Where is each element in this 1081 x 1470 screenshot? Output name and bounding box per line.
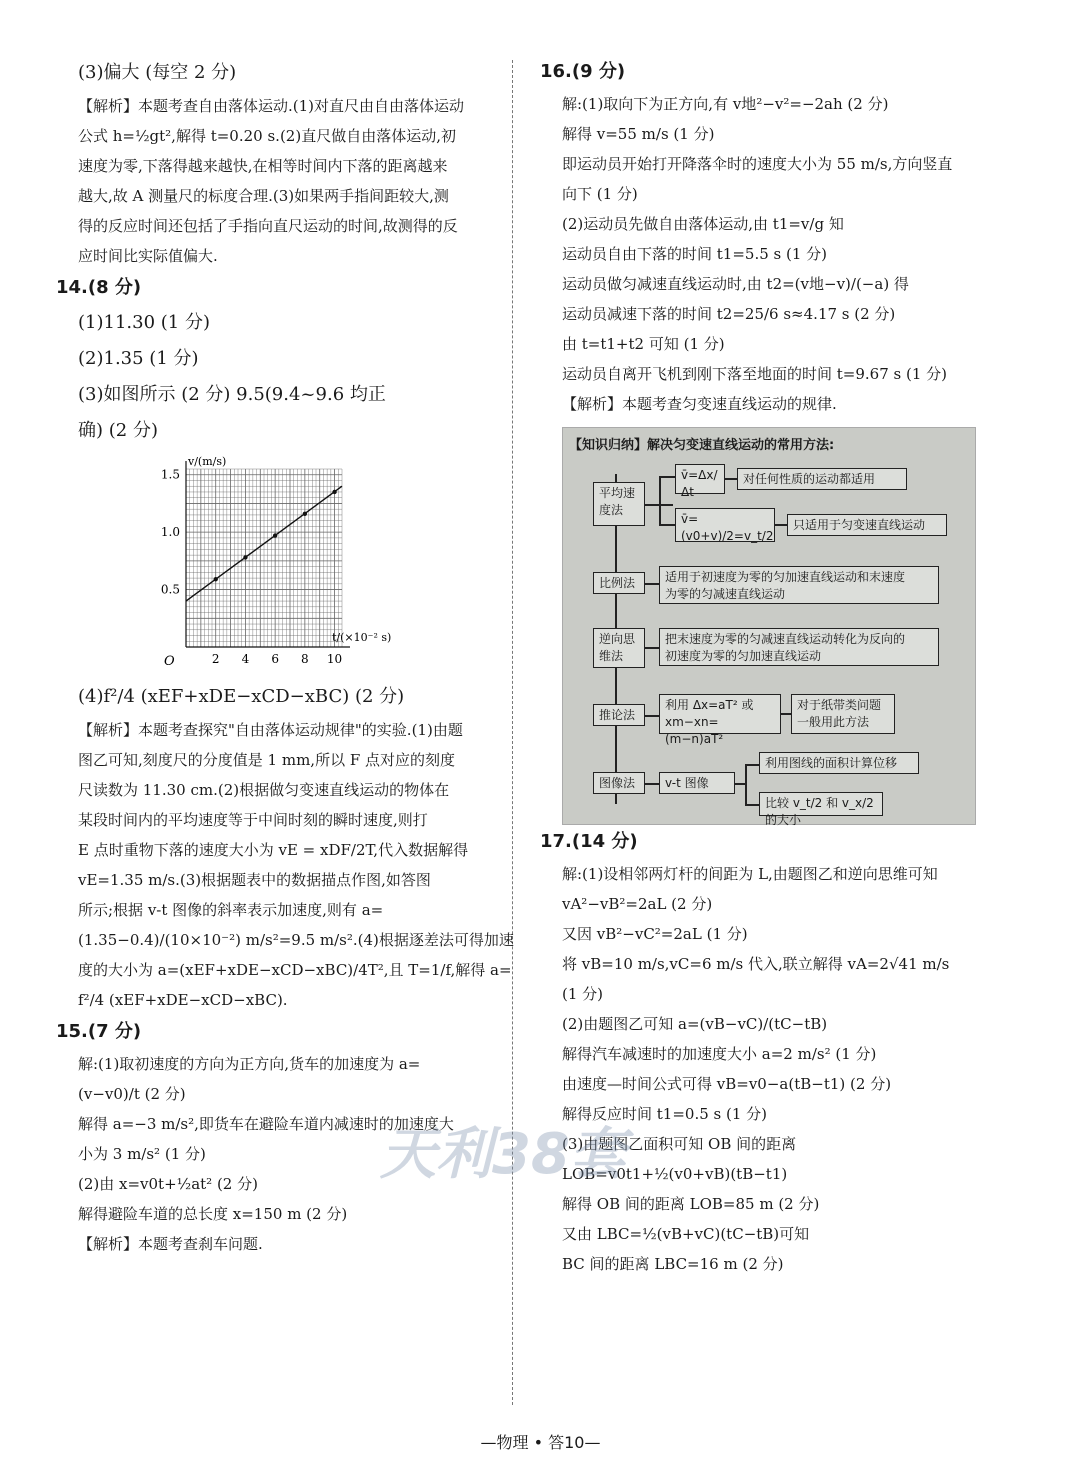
inference-desc-line: 对于纸带类问题 (797, 698, 882, 712)
x-tick-label: 10 (326, 652, 343, 666)
reverse-thinking-desc (659, 628, 939, 666)
q13-analysis-line: 公式 h=½gt²,解得 t=0.20 s.(2)直尺做自由落体运动,初 (78, 127, 456, 145)
y-axis-label: v/(m/s) (188, 455, 227, 468)
formula-avg-velocity-1: v̄=Δx/Δt (675, 464, 725, 494)
connector-line (775, 524, 787, 526)
chart-marks (161, 461, 350, 666)
x-tick-label: 4 (241, 652, 250, 666)
avg-velocity-1-desc: 对任何性质的运动都适用 (737, 468, 907, 490)
q14-answer-3-cont: 确) (2 分) (78, 420, 158, 441)
knowledge-summary-box (562, 427, 976, 825)
q17-line: BC 间的距离 LBC=16 m (2 分) (562, 1255, 784, 1273)
column-divider (512, 60, 513, 1405)
x-axis-label: t/(×10⁻² s) (332, 631, 392, 644)
q17-line: 解得 OB 间的距离 LOB=85 m (2 分) (562, 1195, 820, 1213)
q13-analysis-line: 越大,故 A 测量尺的标度合理.(3)如果两手指间距较大,测 (78, 187, 449, 205)
inference-desc (791, 694, 895, 734)
method-graph: 图像法 (593, 772, 645, 794)
q16-line: (2)运动员先做自由落体运动,由 t1=v/g 知 (562, 215, 844, 233)
q17-line: (3)由题图乙面积可知 OB 间的距离 (562, 1135, 797, 1153)
inference-desc-line: 一般用此方法 (797, 715, 870, 729)
connector-line (745, 804, 759, 806)
right-column (540, 55, 982, 1279)
data-point (243, 555, 247, 559)
q14-analysis-line: 尺读数为 11.30 cm.(2)根据做匀变速直线运动的物体在 (78, 781, 450, 799)
q16-line: 由 t=t1+t2 可知 (1 分) (562, 335, 725, 353)
q17-line: 解:(1)设相邻两灯杆的间距为 L,由题图乙和逆向思维可知 (562, 865, 938, 883)
method-reverse-thinking: 逆向思维法 (593, 628, 645, 668)
connector-line (645, 647, 659, 649)
q16-line: 向下 (1 分) (562, 185, 638, 203)
graph-desc-area: 利用图线的面积计算位移 (759, 752, 919, 774)
y-tick-label: 1.0 (160, 525, 180, 540)
q14-analysis-line: 某段时间内的平均速度等于中间时刻的瞬时速度,则打 (78, 811, 428, 829)
q13-analysis-line: 得的反应时间还包括了手指向直尺运动的时间,故测得的反 (78, 217, 458, 235)
q15-line: 小为 3 m/s² (1 分) (78, 1145, 206, 1163)
left-column (56, 55, 514, 1259)
connector-line (659, 524, 675, 526)
q14-analysis-line: E 点时重物下落的速度大小为 vE = xDF/2T,代入数据解得 (78, 841, 469, 859)
q16-line: 解:(1)取向下为正方向,有 v地²−v²=−2ah (2 分) (562, 95, 889, 113)
q14-analysis-line: 【解析】本题考查探究"自由落体运动规律"的实验.(1)由题 (78, 721, 463, 739)
q14-analysis-line: vE=1.35 m/s.(3)根据题表中的数据描点作图,如答图 (78, 871, 431, 889)
connector-line (725, 478, 737, 480)
q17-line: 又因 vB²−vC²=2aL (1 分) (562, 925, 748, 943)
q16-line: 运动员做匀减速直线运动时,由 t2=(v地−v)/(−a) 得 (562, 275, 909, 293)
watermark-logo: 天利38套 (380, 1122, 626, 1187)
connector-line (645, 715, 659, 717)
q16-line: 运动员自离开飞机到刚下落至地面的时间 t=9.67 s (1 分) (562, 365, 948, 383)
reverse-desc-line: 初速度为零的匀加速直线运动 (665, 649, 822, 663)
data-point (332, 490, 336, 494)
method-ratio: 比例法 (593, 572, 645, 594)
q17-line: 又由 LBC=½(vB+vC)(tC−tB)可知 (562, 1225, 810, 1243)
q15-line: (2)由 x=v0t+½at² (2 分) (78, 1175, 258, 1193)
q13-answer-3: (3)偏大 (每空 2 分) (78, 62, 237, 83)
formula-avg-velocity-2: v̄=(v0+v)/2=v_t/2 (675, 508, 775, 542)
q14-analysis-line: (1.35−0.4)/(10×10⁻²) m/s²=9.5 m/s².(4)根据逐差法可得加速 (78, 931, 514, 949)
q16-line: 【解析】本题考查匀变速直线运动的规律. (562, 395, 837, 413)
avg-velocity-2-desc: 只适用于匀变速直线运动 (787, 514, 947, 536)
y-tick-label: 0.5 (160, 582, 180, 597)
inference-formula (659, 694, 781, 746)
ratio-desc (659, 566, 939, 604)
q16-heading: 16.(9 分) (540, 61, 626, 82)
vt-graph-box: v-t 图像 (659, 772, 735, 794)
q16-line: 解得 v=55 m/s (1 分) (562, 125, 715, 143)
q14-answer-2: (2)1.35 (1 分) (78, 348, 199, 369)
q17-line: 解得反应时间 t1=0.5 s (1 分) (562, 1105, 768, 1123)
connector-line (745, 764, 747, 806)
data-point (273, 533, 277, 537)
y-tick-label: 1.5 (160, 467, 180, 482)
q15-heading: 15.(7 分) (56, 1021, 142, 1042)
inference-formula-line: xm−xn=(m−n)aT² (665, 715, 724, 746)
q14-analysis-line: f²/4 (xEF+xDE−xCD−xBC). (78, 991, 288, 1009)
q15-line: 【解析】本题考查刹车问题. (78, 1235, 263, 1253)
graph-desc-compare: 比较 v_t/2 和 v_x/2 的大小 (759, 792, 883, 816)
data-point (214, 577, 218, 581)
q15-line: 解得 a=−3 m/s²,即货车在避险车道内减速时的加速度大 (78, 1115, 454, 1133)
x-tick-label: 2 (211, 652, 220, 666)
connector-line (659, 476, 661, 524)
vt-chart (138, 453, 438, 673)
q17-line: LOB=v0t1+½(v0+vB)(tB−t1) (562, 1165, 788, 1183)
origin-label: O (164, 654, 175, 669)
x-tick-label: 8 (301, 652, 309, 666)
q14-heading: 14.(8 分) (56, 277, 142, 298)
connector-line (781, 713, 791, 715)
method-average-velocity: 平均速度法 (593, 482, 645, 526)
x-tick-label: 6 (271, 652, 279, 666)
connector-line (645, 583, 659, 585)
page-footer: —物理 • 答10— (480, 1433, 601, 1452)
q14-answer-4: (4)f²/4 (xEF+xDE−xCD−xBC) (2 分) (78, 686, 405, 707)
q17-line: 由速度—时间公式可得 vB=v0−a(tB−t1) (2 分) (562, 1075, 892, 1093)
q13-analysis-line: 应时间比实际值偏大. (78, 247, 218, 265)
q14-analysis-line: 图乙可知,刻度尺的分度值是 1 mm,所以 F 点对应的刻度 (78, 751, 456, 769)
connector-line (735, 783, 745, 785)
connector-line (659, 476, 675, 478)
q17-line: (2)由题图乙可知 a=(vB−vC)/(tC−tB) (562, 1015, 828, 1033)
q13-analysis-line: 速度为零,下落得越来越快,在相等时间内下落的距离越来 (78, 157, 448, 175)
q16-line: 即运动员开始打开降落伞时的速度大小为 55 m/s,方向竖直 (562, 155, 953, 173)
q17-line: 将 vB=10 m/s,vC=6 m/s 代入,联立解得 vA=2√41 m/s (562, 955, 950, 973)
q14-answer-3: (3)如图所示 (2 分) 9.5(9.4~9.6 均正 (78, 384, 386, 405)
q13-analysis-line: 【解析】本题考查自由落体运动.(1)对直尺由自由落体运动 (78, 97, 465, 115)
q15-line: 解得避险车道的总长度 x=150 m (2 分) (78, 1205, 348, 1223)
q17-heading: 17.(14 分) (540, 831, 638, 852)
connector-line (745, 764, 759, 766)
ratio-desc-line: 适用于初速度为零的匀加速直线运动和末速度 (665, 570, 906, 584)
q15-line: 解:(1)取初速度的方向为正方向,货车的加速度为 a= (78, 1055, 421, 1073)
inference-formula-line: 利用 Δx=aT² 或 (665, 698, 754, 712)
reverse-desc-line: 把末速度为零的匀减速直线运动转化为反向的 (665, 632, 906, 646)
vt-chart-svg (138, 453, 438, 673)
q16-line: 运动员减速下落的时间 t2=25/6 s≈4.17 s (2 分) (562, 305, 896, 323)
data-point (303, 512, 307, 516)
ratio-desc-line: 为零的匀减速直线运动 (665, 587, 786, 601)
connector-line (645, 783, 659, 785)
q17-line: (1 分) (562, 985, 604, 1003)
q14-analysis-line: 所示;根据 v-t 图像的斜率表示加速度,则有 a= (78, 901, 384, 919)
q17-line: vA²−vB²=2aL (2 分) (562, 895, 713, 913)
q14-answer-1: (1)11.30 (1 分) (78, 312, 210, 333)
q16-line: 运动员自由下落的时间 t1=5.5 s (1 分) (562, 245, 828, 263)
chart-grid (186, 469, 342, 647)
knowledge-title: 【知识归纳】解决匀变速直线运动的常用方法: (569, 438, 835, 453)
q17-line: 解得汽车减速时的加速度大小 a=2 m/s² (1 分) (562, 1045, 877, 1063)
method-inference: 推论法 (593, 704, 645, 726)
q15-line: (v−v0)/t (2 分) (78, 1085, 186, 1103)
q14-analysis-line: 度的大小为 a=(xEF+xDE−xCD−xBC)/4T²,且 T=1/f,解得 a= (78, 961, 512, 979)
